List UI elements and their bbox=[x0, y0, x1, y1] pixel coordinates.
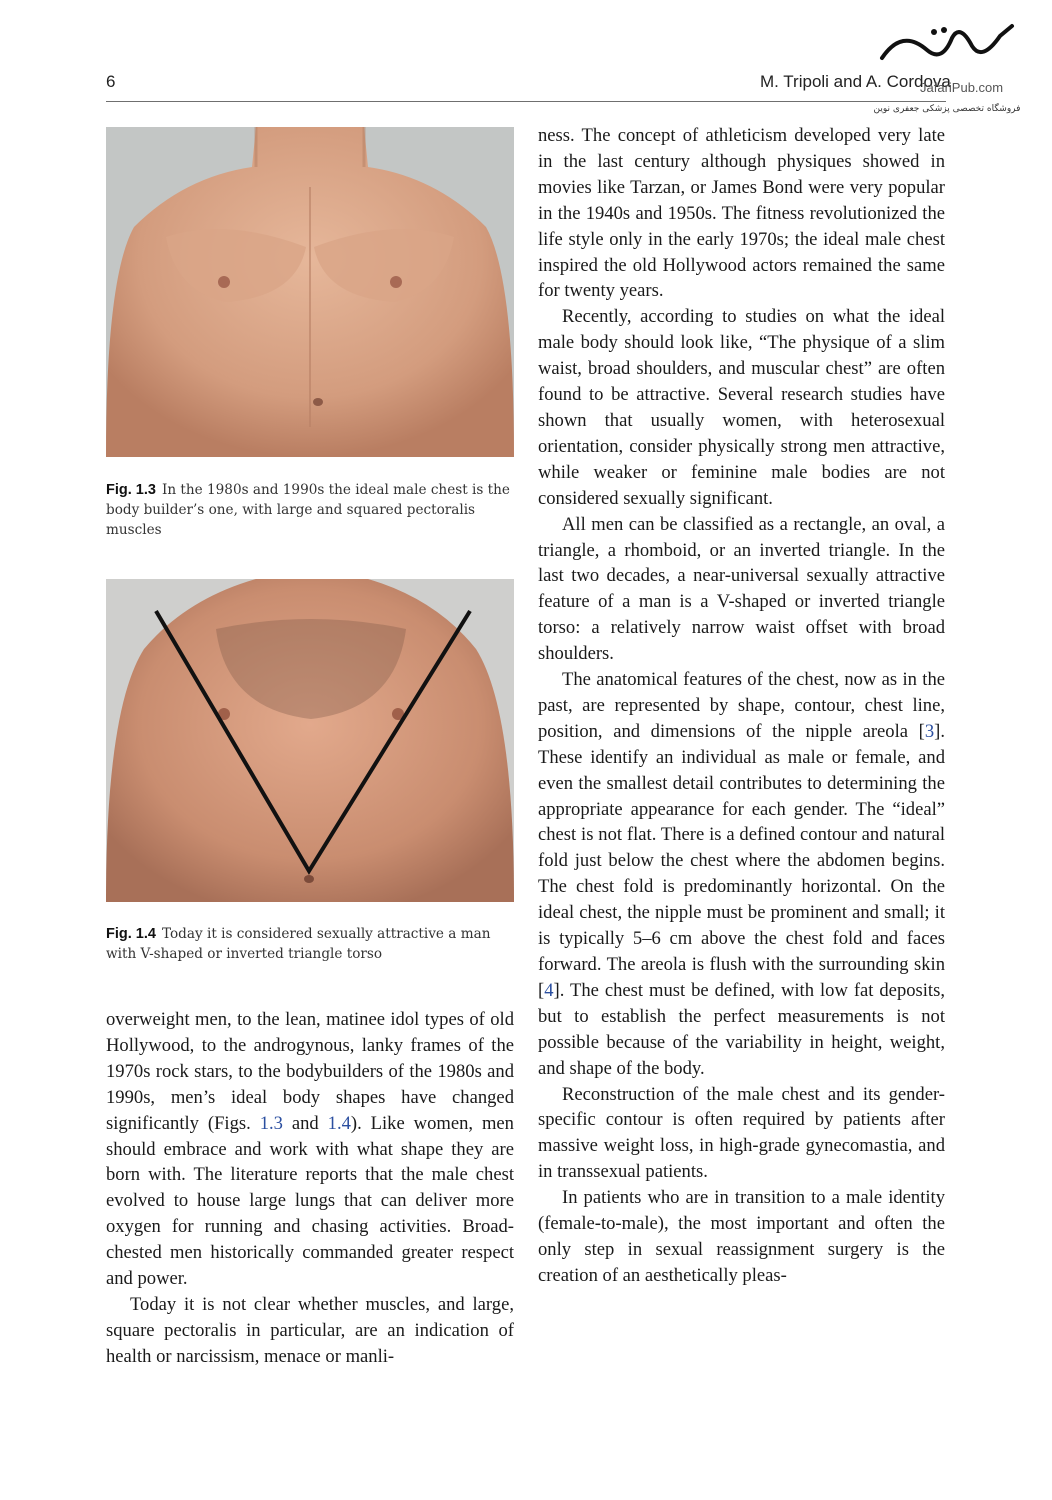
body-paragraph: Recently, according to studies on what the ideal male body should look like, “The physique of a slim waist, broad shoulders, and muscular chest” are often found to be attractive. Several research studies have shown that usually women, with heterosexual orientation, consider physically strong men attractive, while weaker or feminine male bodies are not considered sexually significant. bbox=[538, 306, 945, 509]
figure-1-3-label: Fig. 1.3 bbox=[106, 482, 156, 498]
body-paragraph: ness. The concept of athleticism developed very late in the last century although physiques showed in movies like Tarzan, or James Bond were very popular in the 1940s and 1950s. The fitness revolutionized the life style only in the early 1970s; the ideal male chest inspired the old Hollywood actors remained the same for twenty years. bbox=[538, 125, 945, 302]
citation-ref-4[interactable]: 4 bbox=[544, 979, 554, 1001]
figure-ref-1-4[interactable]: 1.4 bbox=[327, 1112, 351, 1134]
right-column bbox=[538, 123, 945, 1289]
watermark-site: JafariPub.com bbox=[920, 80, 1004, 95]
body-paragraph: In patients who are in transition to a male identity (female-to-male), the most important and often the only step in sexual reassignment surgery is the creation of an aesthetically pleas- bbox=[538, 1187, 945, 1286]
watermark-shop-name: فروشگاه تخصصی پزشکی جعفری نوین bbox=[873, 104, 1021, 114]
text-run: overweight men, to the lean, matinee idol types of old Hollywood, to the androgynous, lanky frames of the 1970s rock stars, to the bodybuilders of the 1980s and 1990s, men’s ideal body shapes have changed significantly (Figs. bbox=[106, 1009, 514, 1134]
body-paragraph: Reconstruction of the male chest and its gender-specific contour is often required by patients after massive weight loss, in high-grade gynecomastia, and in transsexual patients. bbox=[538, 1083, 945, 1183]
watermark-logo-icon bbox=[872, 18, 1022, 78]
figure-1-3-caption bbox=[106, 480, 514, 540]
running-head: M. Tripoli and A. Cordova bbox=[760, 72, 951, 91]
body-paragraph bbox=[538, 667, 945, 1082]
citation-ref-3[interactable]: 3 bbox=[924, 720, 935, 742]
figure-1-4-label: Fig. 1.4 bbox=[106, 926, 156, 942]
figure-1-4-photo bbox=[106, 579, 514, 902]
figure-ref-1-3[interactable]: 1.3 bbox=[259, 1112, 283, 1134]
text-run: and bbox=[282, 1112, 328, 1134]
text-run: ). Like women, men should embrace and work with what shape they are born with. The literature reports that the male chest evolved to house large lungs that can deliver more oxygen for running and chasing activities. Broad-chested men historically commanded greater respect and power. bbox=[106, 1112, 514, 1290]
header-rule bbox=[106, 101, 946, 102]
figure-1-4-caption bbox=[106, 924, 514, 964]
publisher-watermark bbox=[872, 18, 1022, 118]
text-run: ]. The chest must be defined, with low fat deposits, but to establish the perfect measurements is not possible because of the variability in height, weight, and shape of the body. bbox=[538, 979, 945, 1079]
left-column bbox=[106, 1007, 514, 1370]
text-run: ]. These identify an individual as male or female, and even the smallest detail contributes to determining the appropriate appearance for each gender. The “ideal” chest is not flat. There is a defined contour and natural fold just below the chest where the abdomen begins. The chest fold is predominantly horizontal. On the ideal chest, the nipple must be prominent and small; it is typically 5–6 cm above the chest fold and faces forward. The areola is flush with the surrounding skin [ bbox=[538, 720, 945, 1001]
figure-1-4-caption-text: Today it is considered sexually attractive a man with V-shaped or inverted triangle torso bbox=[106, 926, 491, 962]
figure-1-3-caption-text: In the 1980s and 1990s the ideal male chest is the body builder’s one, with large and squared pectoralis muscles bbox=[106, 482, 510, 538]
page-number: 6 bbox=[106, 72, 116, 91]
body-paragraph: All men can be classified as a rectangle, an oval, a triangle, a rhomboid, or an inverted triangle. In the last two decades, a near-universal sexually attractive feature of a man is a V-shaped or inverted triangle torso: a relatively narrow waist offset with broad shoulders. bbox=[538, 513, 945, 665]
body-paragraph: Today it is not clear whether muscles, and large, square pectoralis in particular, are an indication of health or narcissism, menace or manli- bbox=[106, 1293, 514, 1367]
body-paragraph bbox=[106, 1007, 514, 1292]
text-run: The anatomical features of the chest, now as in the past, are represented by shape, contour, chest line, position, and dimensions of the nipple areola [ bbox=[538, 669, 945, 742]
figure-1-3-photo bbox=[106, 127, 514, 457]
